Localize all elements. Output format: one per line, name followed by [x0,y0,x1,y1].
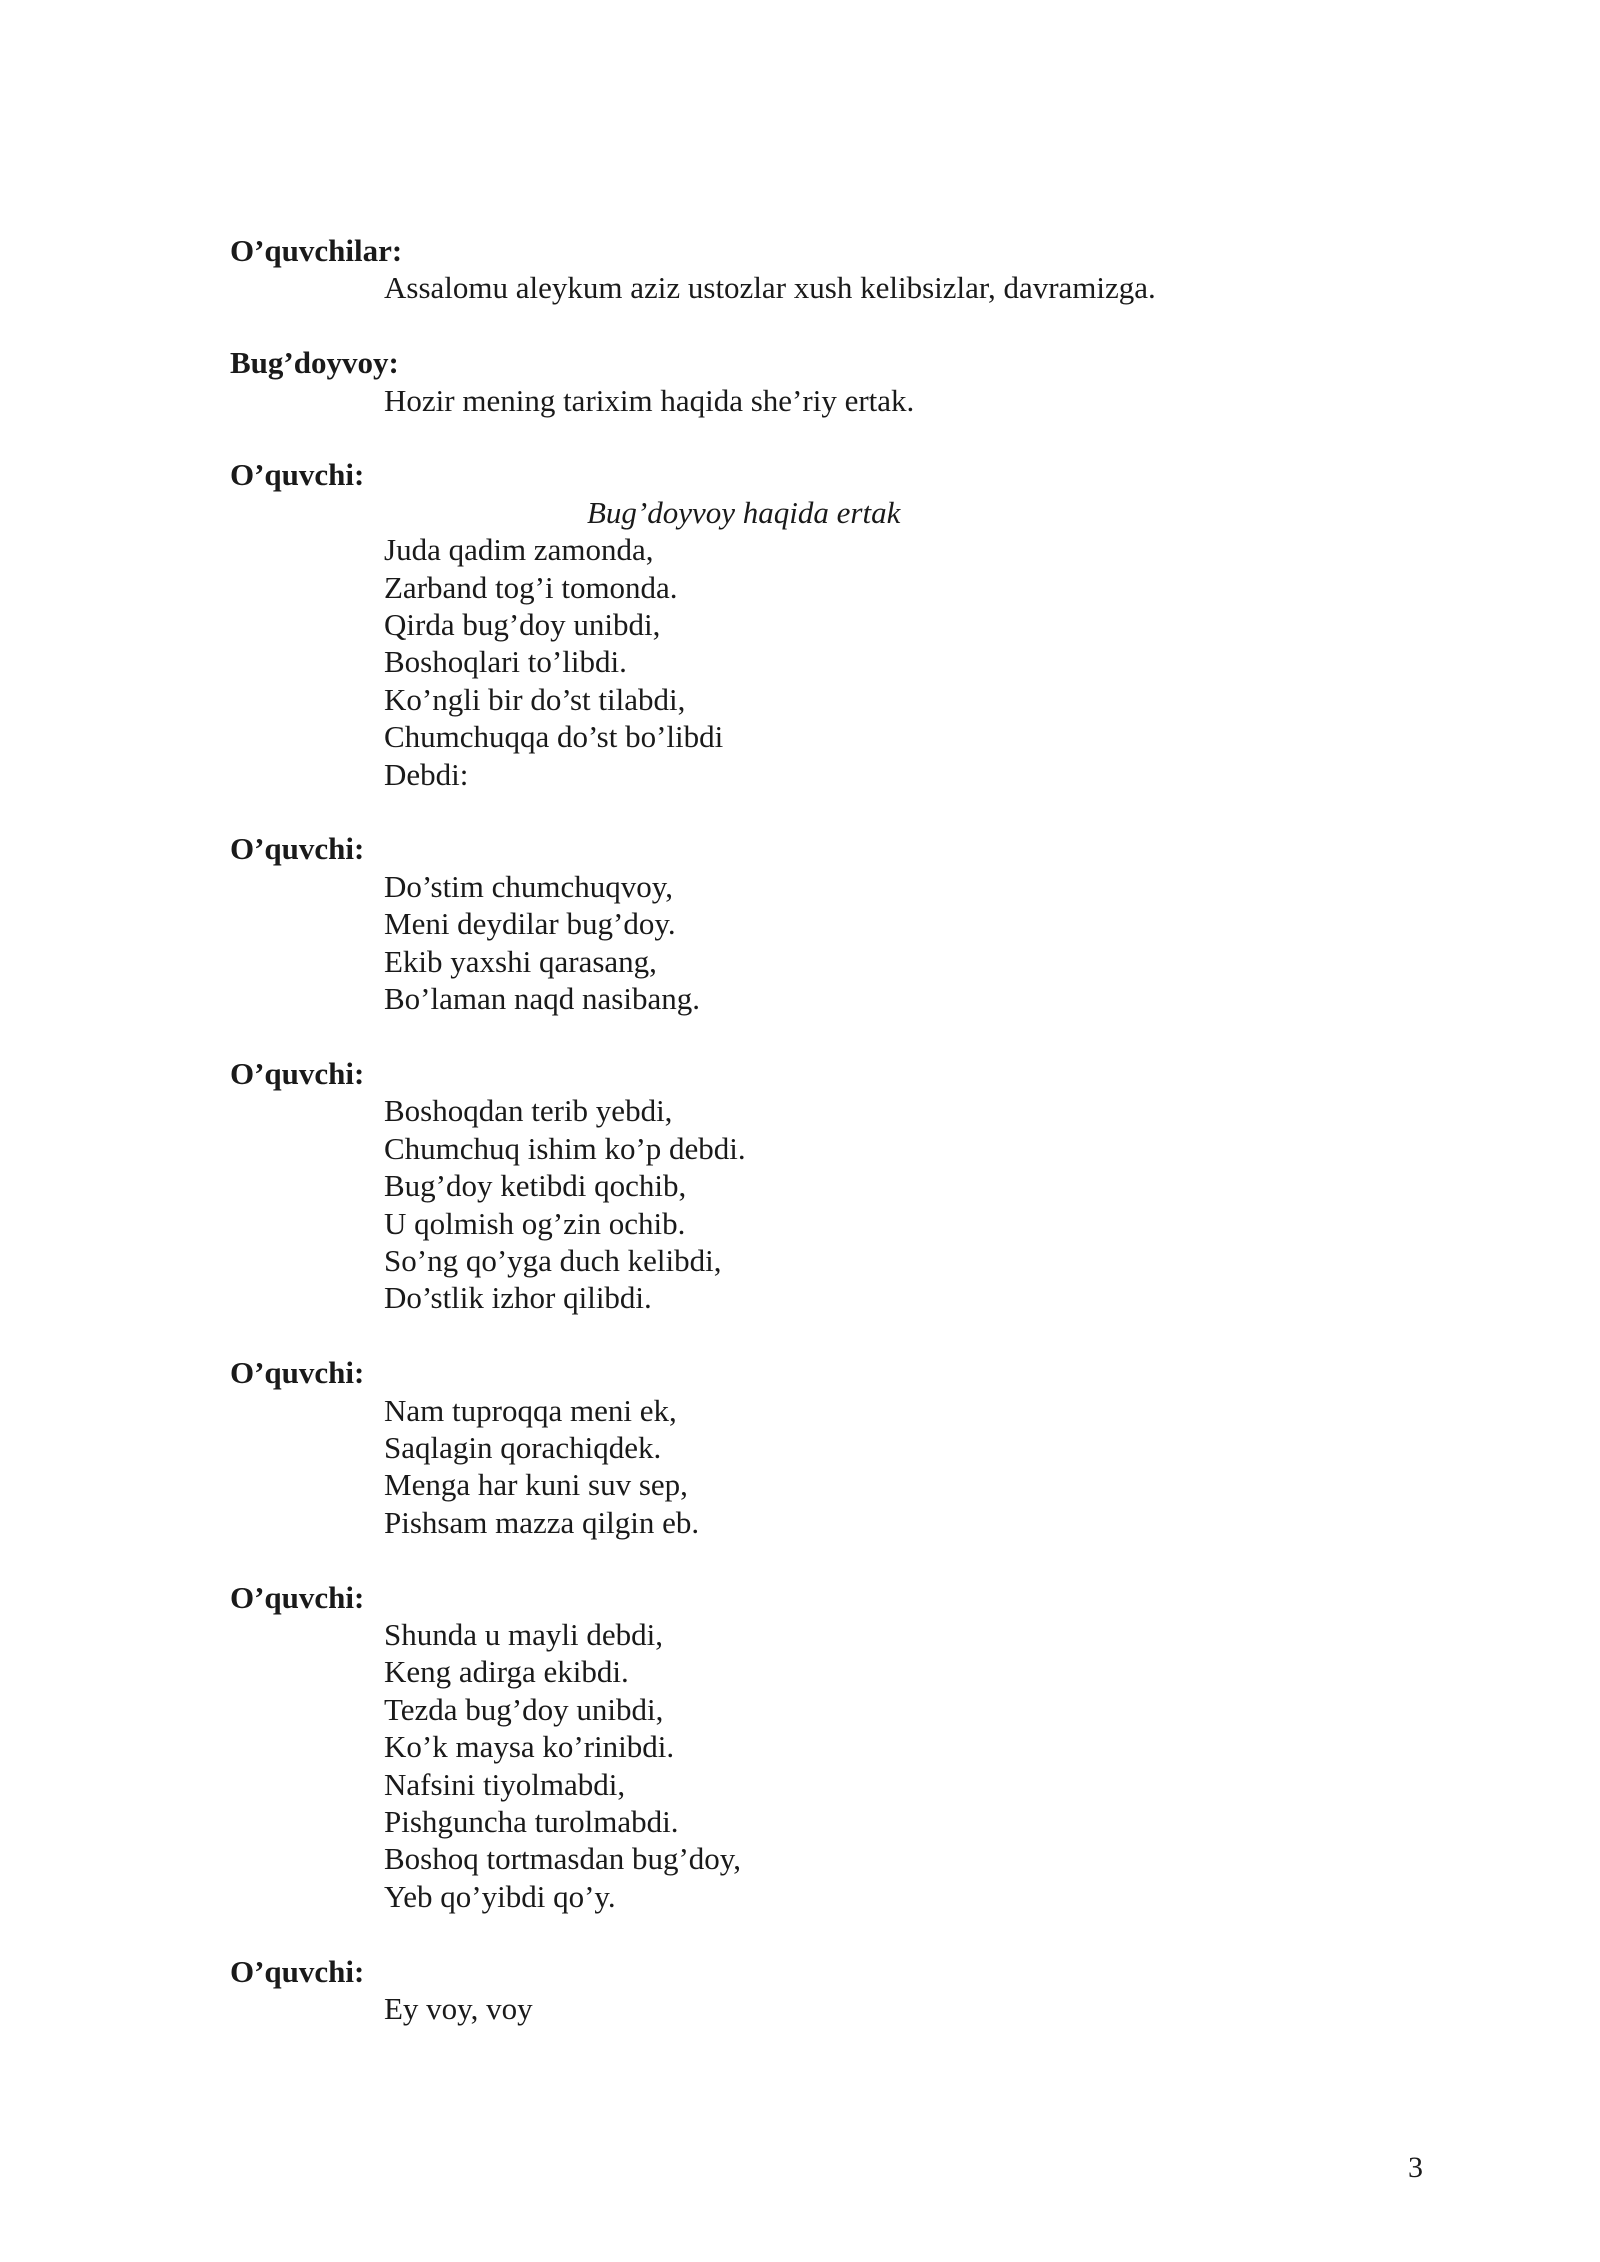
poem-line: Keng adirga ekibdi. [384,1654,629,1690]
poem-line: Ekib yaxshi qarasang, [384,943,657,979]
poem-line: Bo’laman naqd nasibang. [384,981,700,1017]
speaker-label: O’quvchi: [230,1055,365,1091]
dialogue-block [230,456,1430,793]
poem-line: Boshoq tortmasdan bug’doy, [384,1841,742,1877]
poem-line: Shunda u mayli debdi, [384,1616,663,1652]
speech-lines [230,269,1430,306]
poem-line: Ko’k maysa ko’rinibdi. [384,1729,675,1765]
poem-line: U qolmish og’zin ochib. [384,1205,686,1241]
page-number: 3 [1408,2151,1423,2184]
poem-lines [230,1392,1430,1542]
poem-line: Meni deydilar bug’doy. [384,906,676,942]
poem-title: Bug’doyvoy haqida ertak [587,494,901,530]
poem-line: Pishsam mazza qilgin eb. [384,1504,700,1540]
poem-line: Chumchuqqa do’st bo’libdi [384,719,724,755]
poem-line: Ko’ngli bir do’st tilabdi, [384,681,686,717]
poem-line: Nafsini tiyolmabdi, [384,1766,626,1802]
poem-line: Bug’doy ketibdi qochib, [384,1168,687,1204]
speaker-label: O’quvchi: [230,1355,365,1391]
poem-lines [230,1092,1430,1316]
poem-lines [230,531,1430,793]
poem-line: Chumchuq ishim ko’p debdi. [384,1130,746,1166]
speaker-label: Bug’doyvoy: [230,345,399,381]
poem-line: Yeb qo’yibdi qo’y. [384,1878,616,1914]
poem-line: Saqlagin qorachiqdek. [384,1429,662,1465]
poem-line: Qirda bug’doy unibdi, [384,607,661,643]
dialogue-block [230,1055,1430,1317]
poem-line: Debdi: [384,756,469,792]
poem-line: Boshoqlari to’libdi. [384,644,627,680]
dialogue-block [230,232,1430,307]
speaker-label: O’quvchi: [230,1953,365,1989]
dialogue-block [230,344,1430,419]
poem-line: Nam tuproqqa meni ek, [384,1392,677,1428]
speaker-label: O’quvchilar: [230,233,403,268]
dialogue-block [230,1354,1430,1541]
poem-lines [230,1616,1430,1915]
dialogue-block [230,1579,1430,1916]
poem-line: Zarband tog’i tomonda. [384,569,678,605]
script-content [230,232,1430,2065]
poem-line: Do’stim chumchuqvoy, [384,868,674,904]
speaker-label: O’quvchi: [230,457,365,493]
speech-line: Assalomu aleykum aziz ustozlar xush kelibsizlar, davramizga. [384,270,1156,306]
speech-line: Ey voy, voy [384,1990,533,2026]
speaker-label: O’quvchi: [230,1579,365,1615]
poem-lines [230,868,1430,1018]
speech-lines [230,382,1430,419]
poem-line: Do’stlik izhor qilibdi. [384,1280,652,1316]
poem-line: So’ng qo’yga duch kelibdi, [384,1242,722,1278]
speech-lines [230,1990,1430,2027]
poem-line: Juda qadim zamonda, [384,532,654,568]
speaker-label: O’quvchi: [230,831,365,867]
speech-line: Hozir mening tarixim haqida she’riy ertak. [384,382,915,418]
dialogue-block [230,1953,1430,2028]
poem-line: Tezda bug’doy unibdi, [384,1691,664,1727]
poem-line: Pishguncha turolmabdi. [384,1803,679,1839]
poem-line: Boshoqdan terib yebdi, [384,1093,673,1129]
dialogue-block [230,830,1430,1017]
poem-line: Menga har kuni suv sep, [384,1467,688,1503]
